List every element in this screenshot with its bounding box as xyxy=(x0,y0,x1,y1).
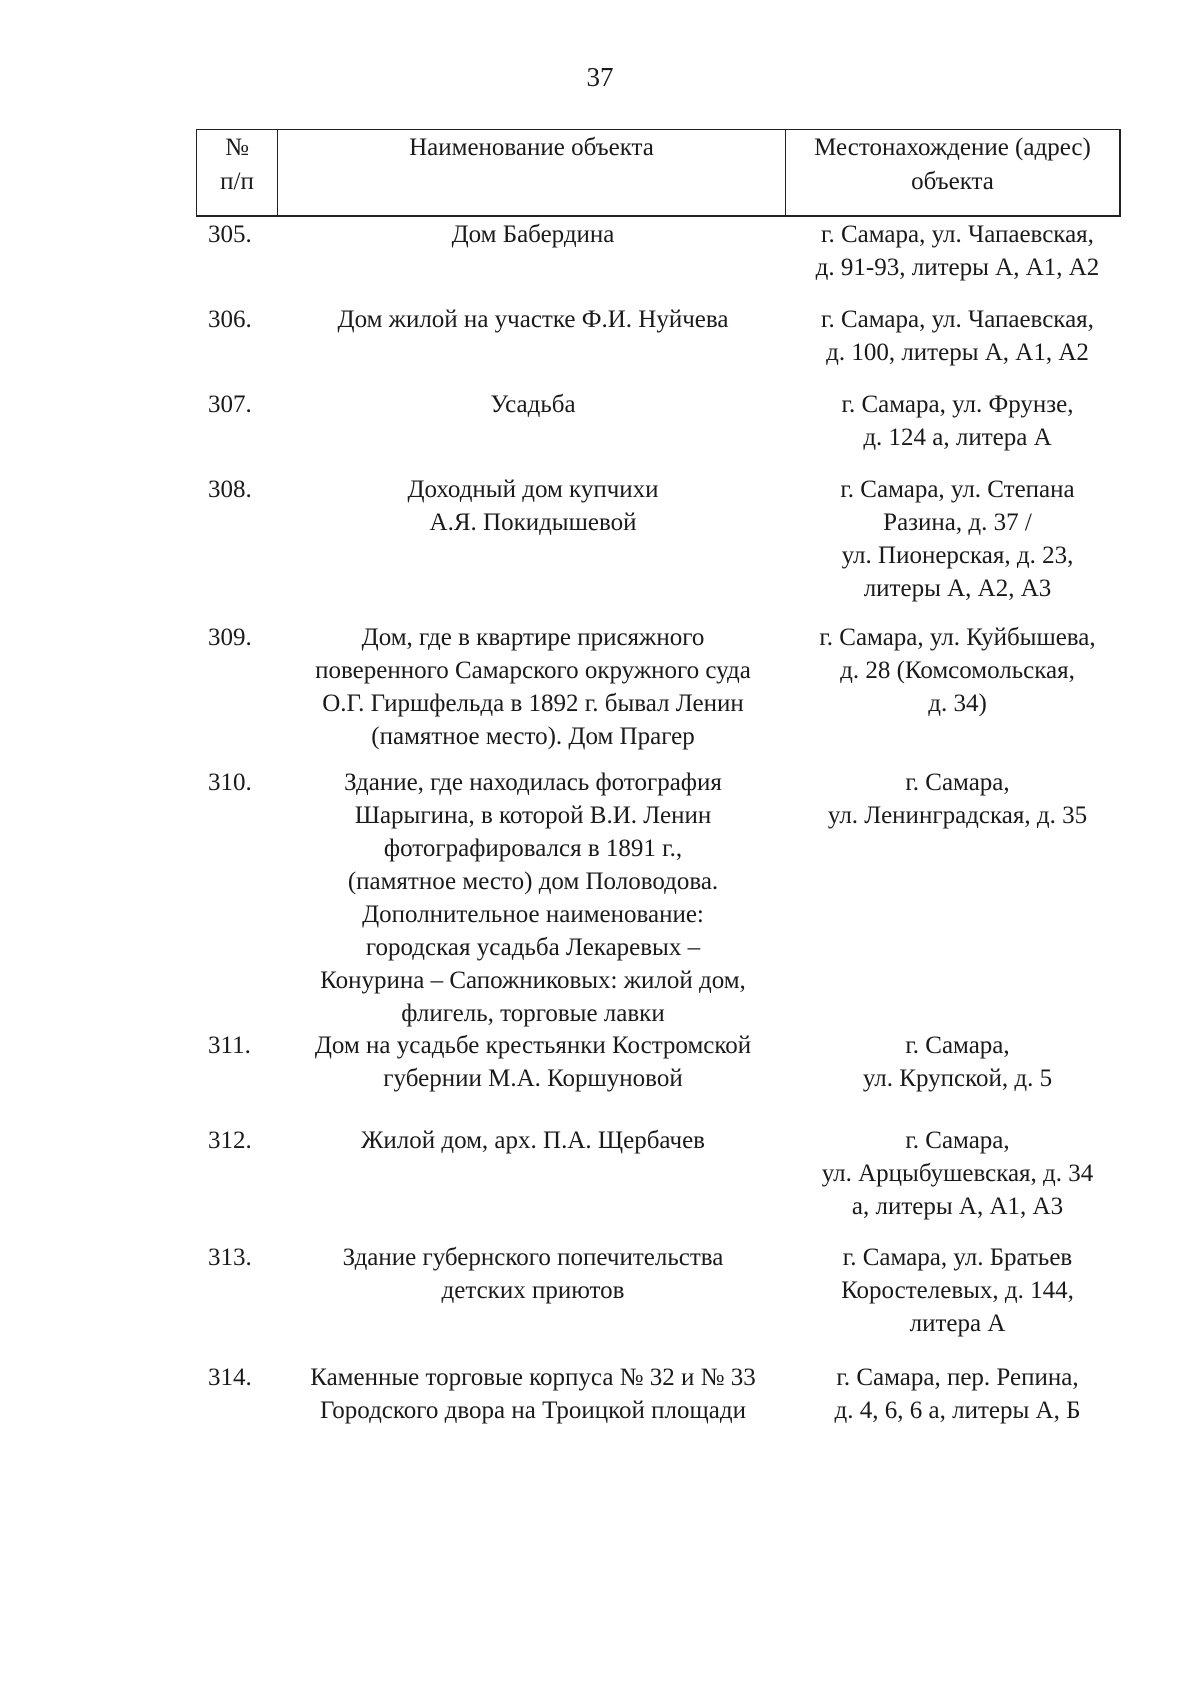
object-address xyxy=(790,766,1125,832)
object-name xyxy=(277,1124,789,1157)
object-name-line: Конурина – Сапожниковых: жилой дом, xyxy=(320,967,746,994)
row-number: 310. xyxy=(208,769,252,796)
header-name-column xyxy=(278,130,786,215)
object-name xyxy=(277,218,789,251)
object-name-line: (памятное место) дом Половодова. xyxy=(347,868,719,895)
object-address-line: д. 100, литеры А, А1, А2 xyxy=(826,339,1089,366)
object-address-line: г. Самара, ул. Чапаевская, xyxy=(821,221,1094,248)
object-address-line: а, литеры А, А1, А3 xyxy=(851,1193,1064,1220)
header-num-abbr: п/п xyxy=(220,168,254,195)
header-address-label-line1: Местонахождение (адрес) xyxy=(814,134,1091,161)
object-name-line: Дом жилой на участке Ф.И. Нуйчева xyxy=(337,306,729,333)
object-name-line: Здание, где находилась фотография xyxy=(344,769,722,796)
object-address-line: г. Самара, xyxy=(905,769,1010,796)
object-name-line: Доходный дом купчихи xyxy=(407,476,659,503)
object-name xyxy=(277,621,789,753)
object-name-line: Дом Бабердина xyxy=(451,221,615,248)
object-name xyxy=(277,766,789,1030)
object-address xyxy=(790,473,1125,605)
object-address-line: д. 124 а, литера А xyxy=(863,424,1052,451)
header-num-column xyxy=(197,130,278,215)
object-name-line: О.Г. Гиршфельда в 1892 г. бывал Ленин xyxy=(322,690,744,717)
row-number: 307. xyxy=(208,391,252,418)
object-address-line: д. 4, 6, 6 а, литеры А, Б xyxy=(834,1397,1081,1424)
object-name xyxy=(277,1241,789,1307)
object-name-line: А.Я. Покидышевой xyxy=(429,509,637,536)
object-name-line: Каменные торговые корпуса № 32 и № 33 xyxy=(310,1364,756,1391)
header-num-symbol: № xyxy=(225,134,249,161)
object-name-line: фотографировался в 1891 г., xyxy=(383,835,683,862)
object-address-line: ул. Арцыбушевская, д. 34 xyxy=(821,1160,1094,1187)
page-number: 37 xyxy=(586,62,614,92)
object-address-line: ул. Ленинградская, д. 35 xyxy=(827,802,1088,829)
object-name-line: Здание губернского попечительства xyxy=(342,1244,724,1271)
object-name-line: губернии М.А. Коршуновой xyxy=(383,1065,683,1092)
object-address-line: д. 34) xyxy=(928,690,987,717)
object-name xyxy=(277,473,789,539)
object-address xyxy=(790,1361,1125,1427)
row-number: 306. xyxy=(208,306,252,333)
row-number: 305. xyxy=(208,221,252,248)
header-name-label: Наименование объекта xyxy=(409,134,654,161)
object-address xyxy=(790,1029,1125,1095)
object-address xyxy=(790,1124,1125,1223)
object-address-line: г. Самара, ул. Братьев xyxy=(842,1244,1073,1271)
object-address-line: Разина, д. 37 / xyxy=(883,509,1032,536)
object-address-line: ул. Крупской, д. 5 xyxy=(862,1065,1053,1092)
object-name-line: Городского двора на Троицкой площади xyxy=(320,1397,746,1424)
row-number: 313. xyxy=(208,1244,252,1271)
object-name xyxy=(277,388,789,421)
object-name-line: (памятное место). Дом Прагер xyxy=(371,723,695,750)
object-name-line: Усадьба xyxy=(490,391,576,418)
object-address xyxy=(790,303,1125,369)
object-address-line: г. Самара, xyxy=(905,1032,1010,1059)
row-number: 309. xyxy=(208,624,252,651)
row-number: 308. xyxy=(208,476,252,503)
object-name-line: флигель, торговые лавки xyxy=(401,1000,665,1027)
row-number: 311. xyxy=(208,1032,251,1059)
object-address-line: г. Самара, ул. Куйбышева, xyxy=(819,624,1096,651)
object-address xyxy=(790,1241,1125,1340)
object-address xyxy=(790,218,1125,284)
object-address-line: Коростелевых, д. 144, xyxy=(841,1277,1074,1304)
object-address-line: г. Самара, ул. Чапаевская, xyxy=(821,306,1094,333)
header-address-column xyxy=(786,130,1119,215)
object-name-line: поверенного Самарского окружного суда xyxy=(315,657,751,684)
object-name xyxy=(277,303,789,336)
object-address-line: г. Самара, xyxy=(905,1127,1010,1154)
object-address-line: г. Самара, ул. Фрунзе, xyxy=(841,391,1074,418)
object-name xyxy=(277,1361,789,1427)
object-name-line: детских приютов xyxy=(441,1277,625,1304)
object-name-line: Дом на усадьбе крестьянки Костромской xyxy=(314,1032,752,1059)
object-name-line: Шарыгина, в которой В.И. Ленин xyxy=(354,802,712,829)
object-address-line: д. 28 (Комсомольская, xyxy=(840,657,1075,684)
object-name-line: Жилой дом, арх. П.А. Щербачев xyxy=(360,1127,705,1154)
object-address-line: литеры А, А2, А3 xyxy=(863,575,1052,602)
header-address-label-line2: объекта xyxy=(911,168,994,195)
object-address-line: г. Самара, ул. Степана xyxy=(840,476,1075,503)
row-number: 314. xyxy=(208,1364,252,1391)
row-number: 312. xyxy=(208,1127,252,1154)
object-name-line: городская усадьба Лекаревых – xyxy=(365,934,701,961)
object-address-line: д. 91-93, литеры А, А1, А2 xyxy=(815,254,1100,281)
object-address-line: г. Самара, пер. Репина, xyxy=(836,1364,1079,1391)
object-name xyxy=(277,1029,789,1095)
object-address xyxy=(790,388,1125,454)
table-header xyxy=(196,129,1121,217)
object-address xyxy=(790,621,1125,720)
object-address-line: литера А xyxy=(909,1310,1006,1337)
object-name-line: Дом, где в квартире присяжного xyxy=(361,624,705,651)
object-name-line: Дополнительное наименование: xyxy=(362,901,704,928)
object-address-line: ул. Пионерская, д. 23, xyxy=(841,542,1074,569)
